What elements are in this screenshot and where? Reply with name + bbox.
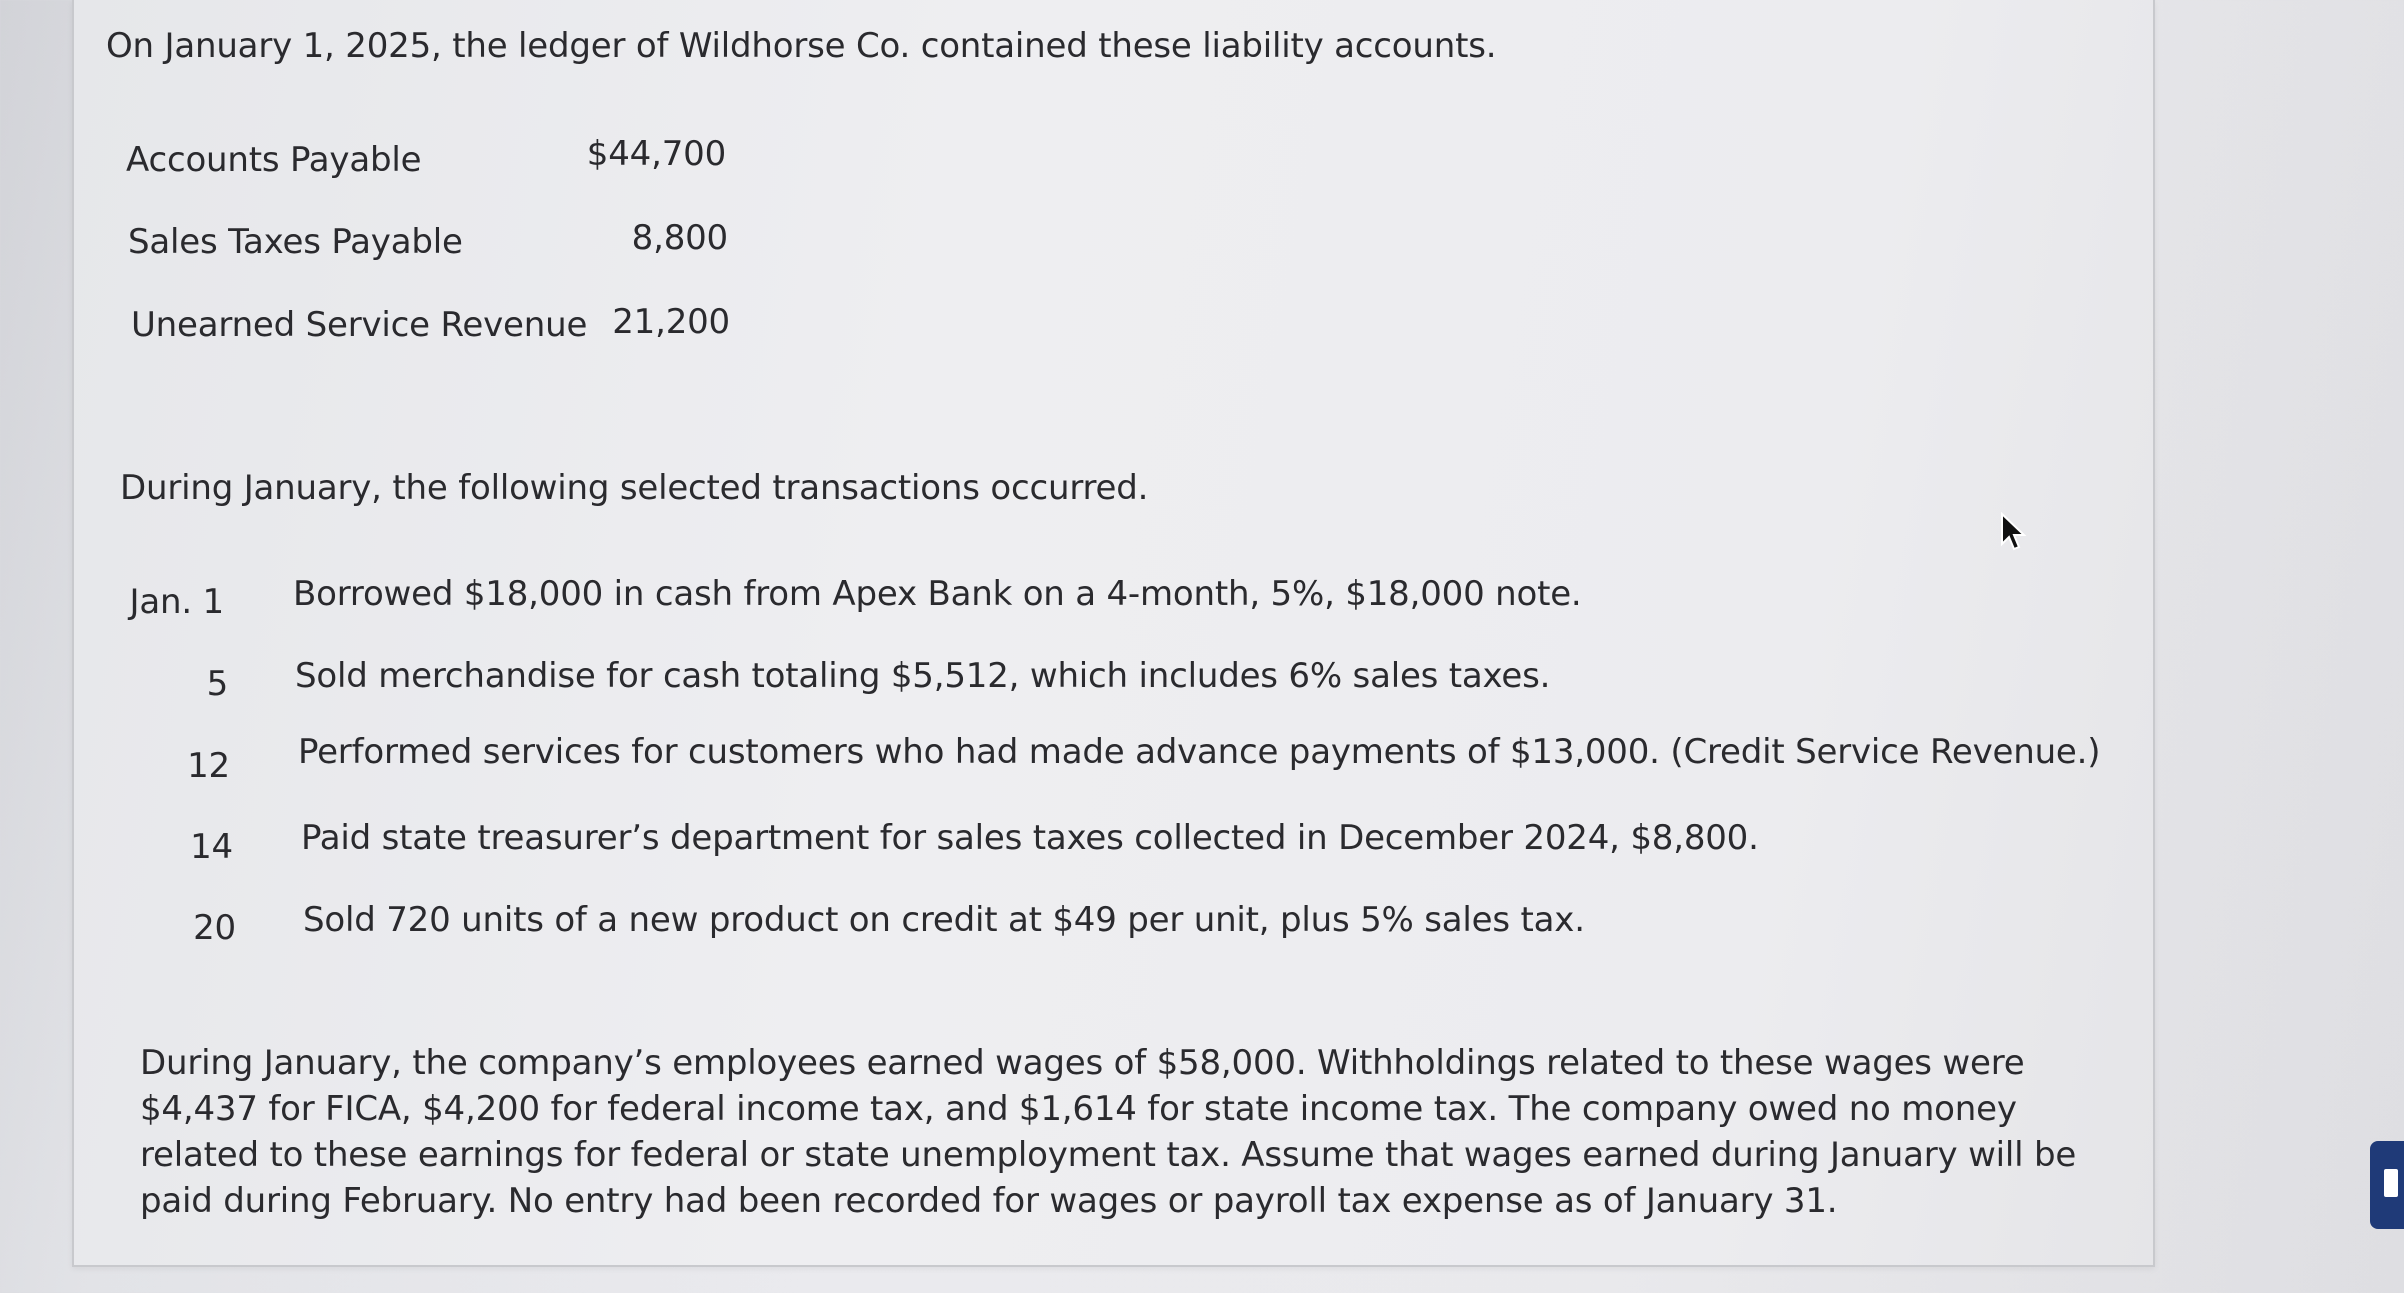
transaction-date: 12 <box>187 746 230 786</box>
transaction-text: Borrowed $18,000 in cash from Apex Bank on a 4-month, 5%, $18,000 note. <box>293 574 1582 614</box>
account-name: Sales Taxes Payable <box>128 222 463 262</box>
transaction-date: 20 <box>193 908 236 948</box>
transaction-text: Performed services for customers who had made advance payments of $13,000. (Credit Service Revenue.) <box>298 732 2101 772</box>
payroll-paragraph: During January, the company’s employees earned wages of $58,000. Withholdings related to these wages were $4,437 for FICA, $4,200 for federal income tax, and $1,614 for state income tax. The company owed no money related to these earnings for federal or state unemployment tax. Assume that wages earned during January will be paid during February. No entry had been recorded for wages or payroll tax expense as of January 31. <box>140 1043 2077 1221</box>
account-name: Unearned Service Revenue <box>131 305 588 345</box>
account-amount: 21,200 <box>612 302 730 342</box>
mouse-pointer-icon <box>1998 512 2028 554</box>
account-amount: 8,800 <box>631 218 728 258</box>
transaction-date: 5 <box>206 664 228 704</box>
intro-text: On January 1, 2025, the ledger of Wildhorse Co. contained these liability accounts. <box>106 26 1497 66</box>
transaction-date: Jan. 1 <box>129 582 224 622</box>
account-amount: $44,700 <box>586 134 726 174</box>
transaction-text: Paid state treasurer’s department for sales taxes collected in December 2024, $8,800. <box>301 818 1759 858</box>
transaction-text: Sold merchandise for cash totaling $5,512, which includes 6% sales taxes. <box>295 656 1551 696</box>
transaction-text: Sold 720 units of a new product on credit at $49 per unit, plus 5% sales tax. <box>303 900 1585 940</box>
transaction-date: 14 <box>190 827 233 867</box>
account-name: Accounts Payable <box>126 140 422 180</box>
transactions-intro: During January, the following selected transactions occurred. <box>120 468 1149 508</box>
side-panel-tab[interactable] <box>2370 1141 2404 1229</box>
